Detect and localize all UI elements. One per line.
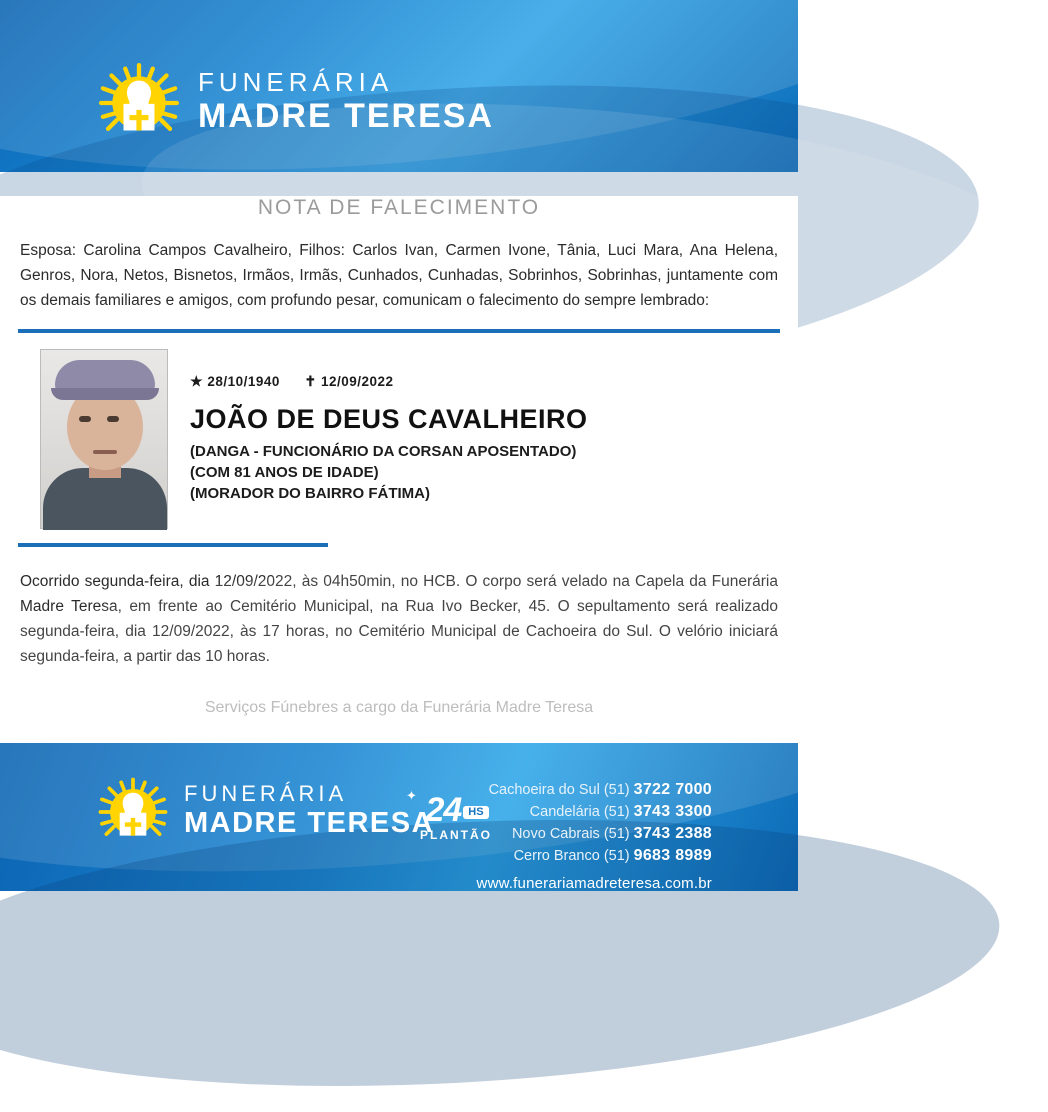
contact-row bbox=[477, 801, 712, 823]
deceased-subtitle-1: (DANGA - FUNCIONÁRIO DA CORSAN APOSENTADO) bbox=[190, 443, 577, 460]
madre-teresa-logo-icon-footer bbox=[96, 775, 170, 849]
contact-city: Cachoeira do Sul (51) bbox=[488, 782, 630, 798]
contact-number[interactable]: 3743 3300 bbox=[633, 803, 712, 820]
contact-row bbox=[477, 823, 712, 845]
funeral-details-text: Ocorrido segunda-feira, dia 12/09/2022, às 04h50min, no HCB. O corpo será velado na Capela da Funerária Madre Teresa, em frente ao Cemitério Municipal, na Rua Ivo Becker, 45. O sepultamento será realizado segunda-feira, dia 12/09/2022, às 17 horas, no Cemitério Municipal de Cachoeira do Sul. O velório iniciará segunda-feira, a partir das 10 horas. bbox=[20, 573, 778, 665]
contact-city: Cerro Branco (51) bbox=[513, 848, 630, 864]
badge-hs: HS bbox=[463, 806, 488, 819]
services-credit: Serviços Fúnebres a cargo da Funerária Madre Teresa bbox=[204, 699, 594, 716]
contact-city: Novo Cabrais (51) bbox=[511, 826, 630, 842]
deceased-portrait bbox=[40, 349, 168, 529]
contact-row bbox=[477, 779, 712, 801]
footer-logo bbox=[96, 775, 434, 849]
contact-city: Candelária (51) bbox=[529, 804, 630, 820]
website-link[interactable]: www.funerariamadreteresa.com.br bbox=[476, 875, 712, 892]
sparkle-icon: ✦ bbox=[406, 788, 417, 803]
page-footer bbox=[0, 743, 798, 891]
footer-brand-line-1: FUNERÁRIA bbox=[184, 780, 348, 806]
deceased-name: JOÃO DE DEUS CAVALHEIRO bbox=[190, 404, 588, 434]
page-title: NOTA DE FALECIMENTO bbox=[257, 196, 541, 219]
contact-list bbox=[477, 779, 712, 892]
family-intro-text: Esposa: Carolina Campos Cavalheiro, Filhos: Carlos Ivan, Carmen Ivone, Tânia, Luci Mara, Ana Helena, Genros, Nora, Netos, Bisnetos, Irmãos, Irmãs, Cunhados, Cunhadas, Sobrinhos, Sobrinhas, juntamente com os demais familiares e amigos, com profundo pesar, comunicam o falecimento do sempre lembrado: bbox=[20, 242, 778, 309]
death-date: 12/09/2022 bbox=[320, 374, 394, 389]
divider-bottom bbox=[18, 543, 328, 547]
birth-star-icon: ★ bbox=[190, 373, 204, 389]
brand-line-1: FUNERÁRIA bbox=[198, 67, 394, 97]
brand-wordmark bbox=[198, 69, 494, 137]
brand-line-2: MADRE TERESA bbox=[198, 97, 495, 135]
contact-number[interactable]: 3743 2388 bbox=[633, 825, 712, 842]
life-dates bbox=[190, 373, 588, 390]
contact-number[interactable]: 3722 7000 bbox=[633, 781, 712, 798]
deceased-subtitle-2: (COM 81 ANOS DE IDADE) bbox=[190, 464, 379, 481]
footer-brand-wordmark bbox=[184, 780, 435, 842]
deceased-subtitle-3: (MORADOR DO BAIRRO FÁTIMA) bbox=[190, 485, 430, 502]
footer-brand-line-2: MADRE TERESA bbox=[184, 806, 435, 839]
divider-top bbox=[18, 329, 780, 333]
page-header bbox=[0, 0, 798, 172]
deceased-info bbox=[190, 349, 588, 529]
badge-number: 24 bbox=[425, 791, 462, 829]
madre-teresa-logo-icon bbox=[96, 60, 182, 146]
deceased-block bbox=[18, 349, 780, 529]
badge-plantao: PLANTÃO bbox=[420, 828, 492, 842]
header-logo bbox=[96, 60, 494, 146]
contact-number[interactable]: 9683 8989 bbox=[633, 847, 712, 864]
birth-date: 28/10/1940 bbox=[207, 374, 280, 389]
death-cross-icon: ✝ bbox=[304, 373, 317, 389]
contact-row bbox=[477, 845, 712, 867]
